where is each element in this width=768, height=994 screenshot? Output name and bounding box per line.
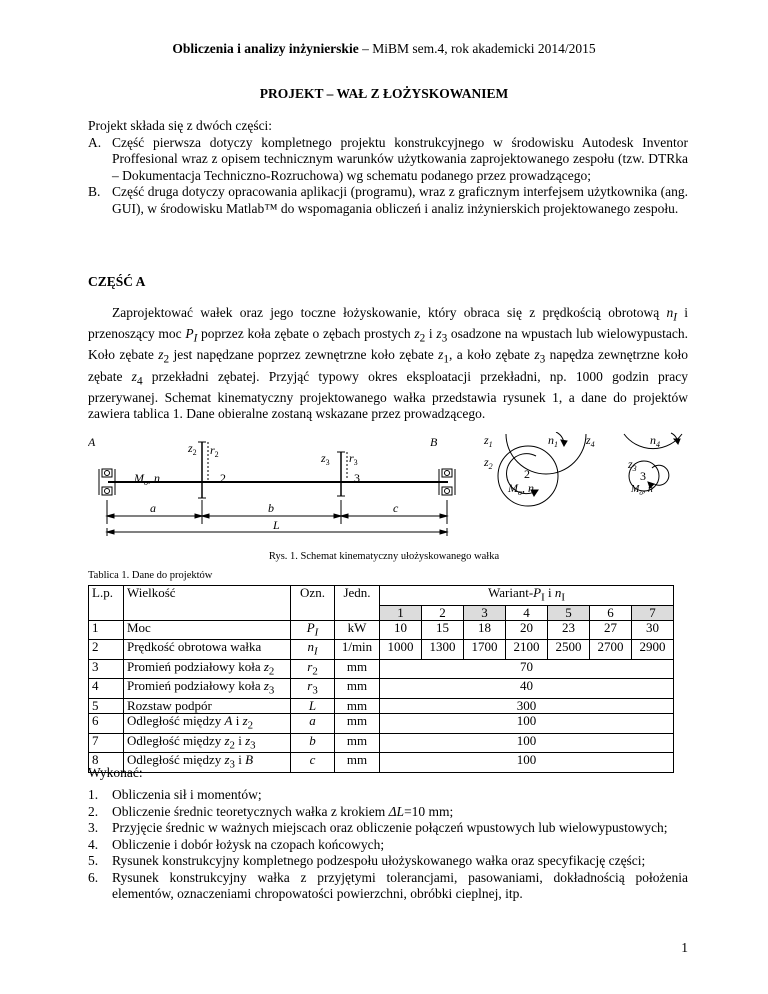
row-value: 40 (380, 679, 674, 699)
row-value: 70 (380, 659, 674, 679)
row-value: 27 (590, 620, 632, 640)
task-marker: 2. (88, 803, 99, 819)
label-z1: $z_1$ (484, 433, 493, 449)
task-text: Obliczenia sił i momentów; (112, 787, 262, 802)
row-unit: mm (335, 713, 380, 733)
task-marker: 1. (88, 787, 99, 802)
symbol: n (666, 305, 674, 320)
row-lp: 3 (89, 659, 124, 679)
text-run: przekładni zębatej. Przyjąć typowy okres eksploatacji przekładni, np. 1000 godzin pracy przerywanej. Schemat kinematyczny projektowanego wałka przedstawia rysunek 1, a dane do projektów zawiera tablica 1. Dane obieralne zostaną wskazane przez prowadzącego. (88, 368, 688, 422)
table-row (89, 679, 674, 699)
row-unit: mm (335, 753, 380, 773)
text-run: i przenoszący moc (88, 305, 688, 342)
label-n1: $n_1$ (548, 433, 558, 449)
row-value: 100 (380, 713, 674, 733)
row-value: 1300 (422, 640, 464, 660)
row-unit: 1/min (335, 640, 380, 660)
data-table (88, 585, 674, 773)
item-text: Część pierwsza dotyczy kompletnego projektu konstrukcyjnego w środowisku Autodesk Inventor Proffesional wraz z opisem technicznym warunków użytkowania zaprojektowanego zespołu (tzw. DTRka – Dokumentacja Techniczno-Rozruchowa) wg schematu podanego przez prowadzącego; (112, 134, 688, 183)
task-text: Przyjęcie średnic w ważnych miejscach oraz obliczenie połączeń wpustowych lub wielowypustowych; (112, 820, 668, 835)
row-lp: 1 (89, 620, 124, 640)
label-z4: $z_4$ (586, 433, 595, 449)
row-symbol: a (291, 713, 335, 733)
symbol-sub: 2 (419, 332, 426, 345)
row-lp: 7 (89, 733, 124, 753)
row-value: 300 (380, 698, 674, 713)
symbol: z (158, 347, 164, 363)
symbol: P (185, 326, 194, 342)
row-value: 1700 (464, 640, 506, 660)
label-gear-2-right: 2 (524, 467, 530, 481)
section-heading: CZĘŚĆ A (88, 274, 146, 289)
task-item (88, 870, 688, 903)
page-number: 1 (681, 940, 688, 955)
label-moment-right-2: $M_o$, n (631, 484, 653, 497)
table-row (89, 733, 674, 753)
intro-item (88, 184, 688, 217)
intro-lead: Projekt składa się z dwóch części: (88, 118, 273, 133)
row-unit: mm (335, 659, 380, 679)
label-gear-2: 2 (220, 471, 226, 485)
row-name: Odległość między $z_3$ i B (124, 753, 291, 773)
label-gear-3: 3 (354, 471, 360, 485)
variant-number: 3 (464, 605, 506, 620)
task-item (88, 820, 688, 837)
label-dim-l: L (273, 518, 280, 532)
row-name: Prędkość obrotowa wałka (124, 640, 291, 660)
header-unit: Jedn. (335, 586, 380, 621)
variant-number: 1 (380, 605, 422, 620)
document-title: PROJEKT – WAŁ Z ŁOŻYSKOWANIEM (259, 86, 509, 101)
text-run: osadzone na wpustach lub wielowypustach. Koło zębate (88, 326, 688, 363)
variant-number: 4 (506, 605, 548, 620)
symbol-sub: 2 (163, 354, 170, 367)
task-item (88, 853, 688, 870)
label-dim-a: a (150, 501, 156, 515)
label-z3-right: $z_3$ (628, 457, 637, 473)
row-name: Promień podziałowy koła $z_2$ (124, 659, 291, 679)
task-marker: 6. (88, 869, 99, 885)
variant-number: 6 (590, 605, 632, 620)
row-value: 10 (380, 620, 422, 640)
text-run: i (425, 326, 437, 342)
symbol: z (534, 347, 540, 363)
row-name: Moc (124, 620, 291, 640)
task-text: Rysunek konstrukcyjny kompletnego podzespołu ułożyskowanego wałka oraz specyfikację części; (112, 853, 646, 868)
row-value: 1000 (380, 640, 422, 660)
intro-section (88, 118, 688, 217)
task-marker: 4. (88, 836, 99, 852)
row-lp: 6 (89, 713, 124, 733)
row-symbol: L (291, 698, 335, 713)
row-value: 18 (464, 620, 506, 640)
symbol-sub: 4 (136, 375, 143, 388)
symbol-sub: 3 (441, 332, 448, 345)
label-z2: $z_2$ (188, 441, 197, 457)
row-value: 2900 (632, 640, 674, 660)
intro-item (88, 135, 688, 185)
label-b-support: B (430, 435, 438, 449)
symbol-sub: I (673, 311, 677, 324)
intro-list (88, 135, 688, 218)
table-row (89, 620, 674, 640)
variant-number: 5 (548, 605, 590, 620)
label-z2-right: $z_2$ (484, 455, 493, 471)
row-lp: 5 (89, 698, 124, 713)
label-z3: $z_3$ (321, 451, 330, 467)
item-text: Część druga dotyczy opracowania aplikacji (programu), wraz z graficznym interfejsem użytkownika (ang. GUI), w środowisku Matlab™ do wspomagania obliczeń i analiz inżynierskich projektowanego zespołu. (112, 184, 688, 216)
course-info: – MiBM sem.4, rok akademicki 2014/2015 (358, 41, 596, 56)
task-item (88, 787, 688, 804)
row-symbol: $n_I$ (291, 640, 335, 660)
label-dim-c: c (393, 501, 399, 515)
text-run: napędza zewnętrzne koło zębate (88, 347, 688, 384)
row-name: Rozstaw podpór (124, 698, 291, 713)
row-symbol: $r_2$ (291, 659, 335, 679)
task-text: Rysunek konstrukcyjny wałka z przyjętymi tolerancjami, pasowaniami, dokładnością położenia elementów, oznaczeniami chropowatości powierzchni, obróbki cieplnej, itp. (112, 869, 688, 901)
row-name: Odległość między $z_2$ i $z_3$ (124, 733, 291, 753)
tasks-heading: Wykonać: (88, 765, 143, 780)
table-row (89, 713, 674, 733)
symbol-sub: I (193, 332, 198, 345)
figure-caption: Rys. 1. Schemat kinematyczny ułożyskowanego wałka (268, 551, 500, 562)
header-quantity: Wielkość (124, 586, 291, 621)
variant-number: 7 (632, 605, 674, 620)
text-run: , a koło zębate (448, 347, 535, 363)
symbol: z (436, 326, 442, 342)
label-dim-b: b (268, 501, 274, 515)
row-symbol: $r_3$ (291, 679, 335, 699)
row-lp: 4 (89, 679, 124, 699)
gear-z2 (198, 442, 208, 498)
header-variant: Wariant-$P_I$ i $n_I$ (380, 586, 674, 606)
item-marker: B. (88, 184, 101, 199)
row-lp: 8 (89, 753, 124, 773)
header-symbol: Ozn. (291, 586, 335, 621)
task-marker: 5. (88, 853, 99, 868)
label-r3: $r_3$ (349, 451, 358, 467)
label-moment-right: $M_o$, n (508, 481, 534, 497)
task-text: Obliczenie i dobór łożysk na czopach końcowych; (112, 836, 385, 852)
symbol: z (438, 347, 444, 363)
row-value: 2100 (506, 640, 548, 660)
header-lp: L.p. (89, 586, 124, 621)
row-value: 2700 (590, 640, 632, 660)
table-row (89, 640, 674, 660)
page-header (0, 41, 768, 57)
row-value: 15 (422, 620, 464, 640)
course-name: Obliczenia i analizy inżynierskie (172, 41, 359, 56)
kinematic-diagram (88, 432, 688, 544)
label-moment: $M_o$, n (134, 471, 160, 487)
text-run: poprzez koła zębate o zębach prostych (197, 326, 415, 342)
row-unit: mm (335, 733, 380, 753)
symbol: z (131, 368, 137, 384)
row-lp: 2 (89, 640, 124, 660)
label-n4: $n_4$ (650, 433, 660, 449)
row-unit: mm (335, 679, 380, 699)
text-run: jest napędzane poprzez zewnętrzne koło zębate (169, 347, 439, 363)
row-name: Odległość między A i $z_2$ (124, 713, 291, 733)
table-row (89, 753, 674, 773)
table-caption: Tablica 1. Dane do projektów (88, 570, 213, 581)
row-value: 100 (380, 733, 674, 753)
row-unit: kW (335, 620, 380, 640)
task-text: =10 mm; (404, 803, 454, 819)
row-symbol: b (291, 733, 335, 753)
table-row (89, 659, 674, 679)
row-unit: mm (335, 698, 380, 713)
row-value: 30 (632, 620, 674, 640)
text-run: Zaprojektować wałek oraz jego toczne łożyskowanie, który obraca się z prędkością obrotową (112, 305, 667, 320)
task-symbol: ΔL (388, 803, 405, 819)
label-gear-3-right: 3 (640, 469, 646, 483)
item-marker: A. (88, 134, 102, 150)
task-item (88, 804, 688, 821)
variant-number: 2 (422, 605, 464, 620)
symbol: z (414, 326, 420, 342)
row-value: 20 (506, 620, 548, 640)
label-r2: $r_2$ (210, 443, 219, 459)
label-a-support: A (88, 435, 96, 449)
table-row (89, 698, 674, 713)
table-header-row (89, 586, 674, 606)
gear-z3 (337, 452, 347, 496)
tasks-list (88, 787, 688, 903)
row-value: 23 (548, 620, 590, 640)
task-item (88, 837, 688, 854)
row-symbol: c (291, 753, 335, 773)
row-value: 100 (380, 753, 674, 773)
row-name: Promień podziałowy koła $z_3$ (124, 679, 291, 699)
task-text: Obliczenie średnic teoretycznych wałka z krokiem (112, 803, 389, 819)
row-symbol: $P_I$ (291, 620, 335, 640)
symbol-sub: 3 (539, 354, 546, 367)
row-value: 2500 (548, 640, 590, 660)
task-marker: 3. (88, 820, 99, 835)
symbol-sub: 1 (443, 354, 449, 367)
section-a-paragraph (88, 305, 688, 423)
